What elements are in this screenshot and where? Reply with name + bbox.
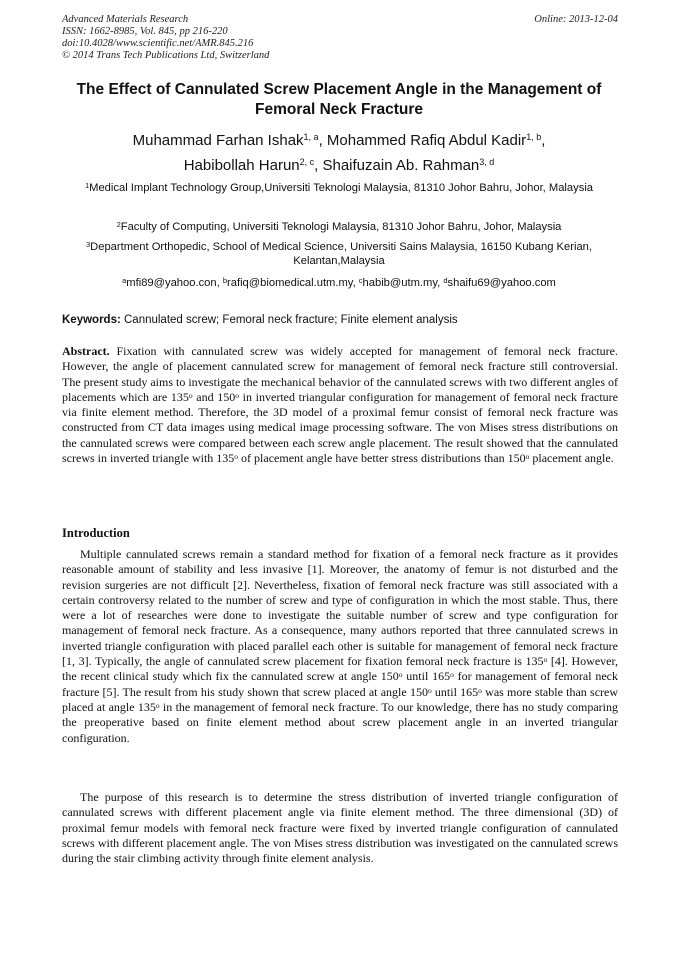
email-sup: b — [222, 276, 228, 285]
degree-sup: o — [478, 685, 482, 695]
author-list — [60, 128, 618, 178]
author-sup: 1, b — [526, 132, 542, 142]
journal-header — [62, 14, 618, 62]
paper-title: The Effect of Cannulated Screw Placement Angle in the Management of Femoral Neck Fracture — [76, 81, 602, 118]
keywords — [62, 313, 618, 327]
author-sup: 1, a — [303, 132, 319, 142]
paragraph-text: in the management of femoral neck fracture. To our knowledge, there has no study comparing the preoperative based on finite element method about screw placement angle in an inverted triangular configuration. — [62, 699, 618, 745]
degree-sup: o — [234, 452, 239, 462]
author-emails — [62, 276, 616, 290]
email-link[interactable]: mfi89@yahoo.con, — [126, 277, 223, 289]
author-sup: 2, c — [299, 157, 315, 167]
online-date: Online: 2013-12-04 — [534, 14, 618, 25]
author-sep: , — [318, 132, 327, 149]
affiliation-text: Department Orthopedic, School of Medical Science, Universiti Sains Malaysia, 16150 Kubang Kerian, Kelantan,Malaysia — [90, 241, 592, 267]
degree-sup: o — [450, 670, 454, 680]
abstract-label: Abstract. — [62, 344, 110, 358]
affiliation-sup: 1 — [84, 181, 90, 190]
keywords-text: Cannulated screw; Femoral neck fracture; Finite element analysis — [120, 314, 458, 326]
author-name: Habibollah Harun — [183, 157, 300, 174]
email-link[interactable]: rafiq@biomedical.utm.my, — [227, 277, 359, 289]
abstract-text: placement angle. — [529, 451, 614, 466]
abstract-text: in inverted triangular configuration for management of femoral neck fracture via finite element method. Therefore, the 3D model of a proximal femur consist of femoral neck fracture was constructed from CT data images using medical image processing software. The von Mises stress distributions on the cannulated screws were compared between each screw angle placement. The result showed that the cannulated screws in inverted triangle with 135 — [62, 389, 619, 466]
journal-name: Advanced Materials Research — [62, 14, 189, 25]
journal-copyright: © 2014 Trans Tech Publications Ltd, Switzerland — [62, 50, 270, 61]
affiliation-text: Faculty of Computing, Universiti Teknologi Malaysia, 81310 Johor Bahru, Johor, Malaysia — [120, 221, 562, 233]
degree-sup: o — [155, 700, 160, 710]
affiliation-text: Medical Implant Technology Group,Universiti Teknologi Malaysia, 81310 Johor Bahru, Johor, Malaysia — [89, 182, 594, 194]
degree-sup: o — [543, 655, 548, 665]
paragraph-text: for management of femoral neck fracture [5]. The result from his study shown that screw placed at angle 150 — [62, 669, 618, 699]
email-link[interactable]: habib@utm.my, — [362, 277, 444, 289]
email-sup: d — [443, 276, 448, 285]
degree-sup: o — [188, 390, 193, 400]
affiliation-sup: 2 — [116, 220, 121, 229]
abstract-text: Fixation with cannulated screw was widely accepted for management of femoral neck fracture. However, the angle of placement cannulated screw for management of femoral neck fracture still controversial. The present study aims to investigate the mechanical behavior of the cannulated screws with two different angles of placements which are 135 — [62, 344, 618, 404]
paragraph-text: until 165 — [431, 684, 479, 699]
journal-doi: doi:10.4028/www.scientific.net/AMR.845.216 — [62, 38, 254, 49]
abstract-text: of placement angle have better stress distributions than 150 — [238, 451, 526, 466]
author-sep: , — [541, 132, 546, 149]
author-sup: 3, d — [479, 157, 495, 167]
degree-sup: o — [427, 685, 432, 695]
journal-issn: ISSN: 1662-8985, Vol. 845, pp 216-220 — [62, 26, 228, 37]
keywords-label: Keywords: — [62, 314, 121, 326]
affiliation-2 — [62, 220, 616, 234]
author-name: Muhammad Farhan Ishak — [132, 132, 304, 149]
author-name: Shaifuzain Ab. Rahman — [322, 157, 480, 174]
section-heading-introduction: Introduction — [62, 526, 130, 540]
author-sep: , — [314, 157, 323, 174]
affiliation-sup: 3 — [85, 240, 91, 249]
paragraph-text: [4]. However, the recent clinical study which fix the cannulated screw at angle 150 — [62, 654, 618, 684]
degree-sup: o — [235, 390, 240, 400]
email-link[interactable]: shaifu69@yahoo.com — [447, 277, 556, 289]
affiliation-1 — [62, 181, 616, 195]
abstract-text: and 150 — [192, 389, 236, 404]
affiliation-3 — [62, 240, 616, 268]
introduction-paragraph-1 — [62, 547, 618, 746]
paragraph-text: was more stable than screw placed at angle 135 — [62, 684, 619, 714]
degree-sup: o — [398, 670, 403, 680]
degree-sup: o — [525, 452, 530, 462]
abstract — [62, 344, 618, 466]
introduction-paragraph-2: The purpose of this research is to determine the stress distribution of inverted triangle configuration of cannulated screws with different placement angle via finite element method. The three dimensional (3D) of proximal femur models with femoral neck fracture were fixed by inverted triangle configuration of cannulated screws with different placement angle. The von Mises stress distribution was investigated on the cannulated screws during the stair climbing activity through finite element analysis. — [62, 790, 618, 866]
email-sup: a — [122, 276, 127, 285]
paragraph-text: until 165 — [402, 669, 451, 684]
paragraph-text: Multiple cannulated screws remain a standard method for fixation of a femoral neck fracture as it provides reasonable amount of stability and less invasive [1]. Moreover, the anatomy of femur is not disturbed and the revision surgeries are not difficult [2]. Nevertheless, fixation of femoral neck fracture was still associated with a certain controversy related to the number of screw and type of configuration in which the most stable. Thus, there were a lot of researches were done to investigate the suitable number of screw and type configuration for management of femoral neck fracture. As a consequence, many authors reported that three cannulated screws in inverted triangle configuration with placed parallel each other is suitable for management of femoral neck fracture [1, 3]. Typically, the angle of cannulated screw placement for fixation femoral neck fracture is 135 — [62, 547, 618, 669]
author-name: Mohammed Rafiq Abdul Kadir — [326, 132, 527, 149]
email-sup: c — [358, 276, 363, 285]
